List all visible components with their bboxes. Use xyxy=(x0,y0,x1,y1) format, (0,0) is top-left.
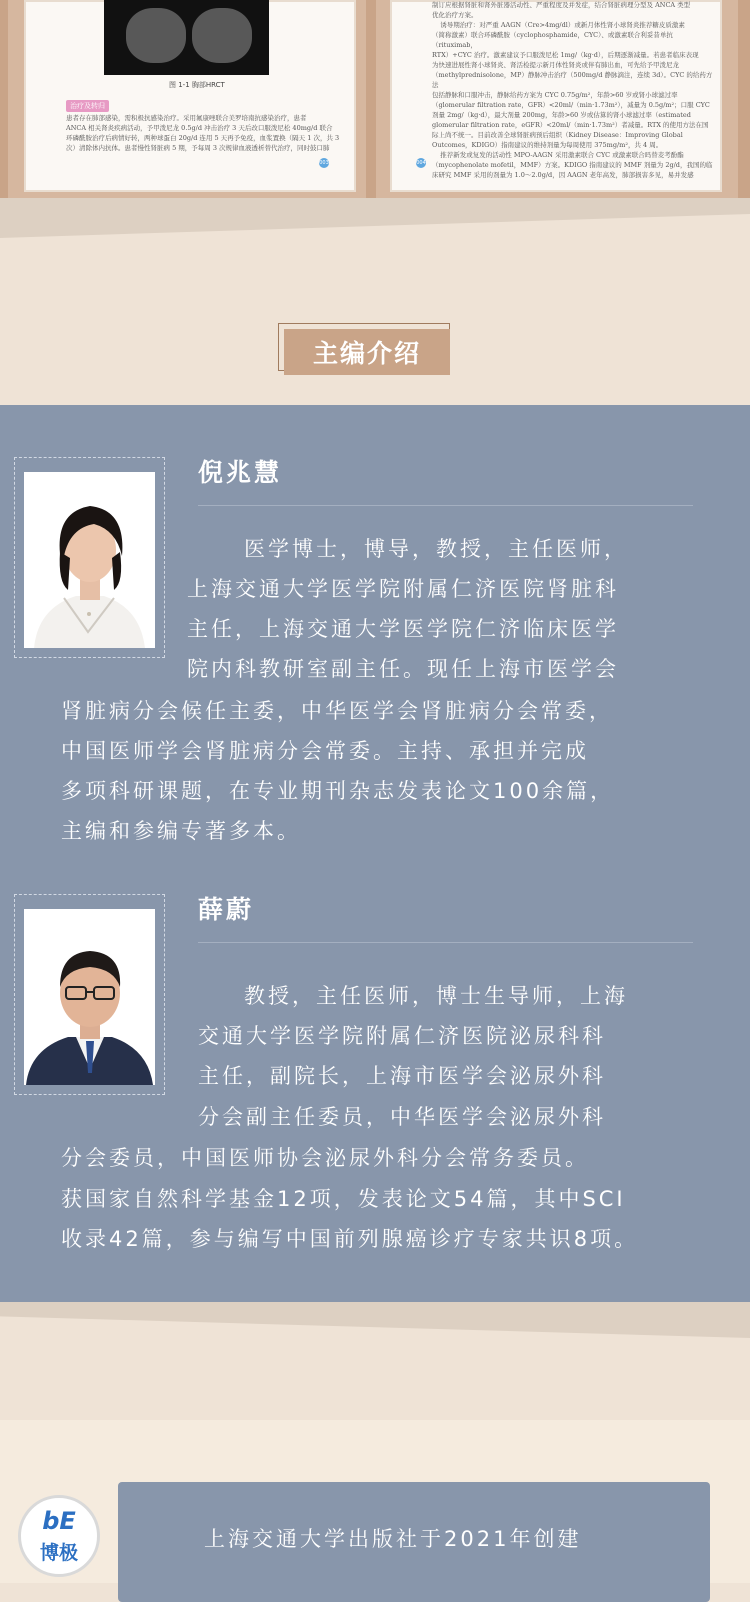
right-page-text: 制订应根据肾脏和肾外脏器活动性、严重程度及并发症，结合肾脏病理分型及 ANCA 类型 优化治疗方案。 诱导期治疗：对严重 AAGN（Cre>4mg/dl）或新月体性肾小球肾炎推荐糖皮质激素 （简称激素）联合环磷酰胺（cyclophosphamide，CYC）、或激素联合利妥昔单抗（rituximab， RTX）+CYC 治疗。激素建议予口服泼尼松 1mg/（kg·d），后期逐渐减量。若患者临床表现 为快速进展性肾小球肾炎、肾活检提示新月体性肾炎或伴有肺出血，可先给予甲泼尼龙 （methylprednisolone，MP）静脉冲击治疗（500mg/d 静脉滴注，连续 3d）。CYC 的给药方法 包括静脉和口服冲击，静脉给药方案为 CYC 0.75g/m²，年龄>60 岁或肾小球滤过率 （glomerular filtration rate，GFR）<20ml/（min·1.73m²），减量为 0.5g/m²；口服 CYC 剂量 2mg/（kg·d），最大剂量 200mg，年龄>60 岁或估算的肾小球滤过率（estimated glomerular filtration rate，eGFR）<20ml/（min·1.73m²）者减量。RTX 的使用方法在国 际上尚不统一。目前改善全球肾脏病预后组织（Kidney Disease：Improving Global Outcomes，KDIGO）指南建议的维持剂量为每周使用 375mg/m²，共 4 周。 推荐新发或复发的活动性 MPO-AAGN 采用激素联合 CYC 或激素联合吗替麦考酚酯 （mycophenolate mofetil，MMF）方案。KDIGO 指南建议的 MMF 剂量为 2g/d，我国的临 床研究 MMF 采用的剂量为 1.0～2.0g/d，因 AAGN 老年高发，肺部损害多见，易并发感 xyxy=(432,1,713,179)
editor-bio-line: 主任，副院长，上海市医学会泌尿外科 xyxy=(198,1064,606,1088)
ct-scan-image xyxy=(104,0,269,75)
editor-bio-line: 交通大学医学院附属仁济医院泌尿科科 xyxy=(198,1024,606,1048)
logo-mark-icon: bE xyxy=(42,1507,76,1535)
ct-lung-right xyxy=(192,8,252,63)
section-tag: 治疗及转归 xyxy=(66,100,109,112)
editor-bio-line: 院内科教研室副主任。现任上海市医学会 xyxy=(187,657,619,681)
publisher-intro-text: 上海交通大学出版社于2021年创建 xyxy=(204,1527,582,1551)
editor-bio-line: 主任，上海交通大学医学院仁济临床医学 xyxy=(187,617,619,641)
editor-name: 薛蔚 xyxy=(198,895,255,924)
top-divider-shadow xyxy=(0,198,750,238)
ct-lung-left xyxy=(126,8,186,63)
section-title-badge xyxy=(278,323,453,377)
editor-name: 倪兆慧 xyxy=(198,458,283,487)
editor-bio-line: 上海交通大学医学院附属仁济医院肾脏科 xyxy=(187,577,619,601)
section-title: 主编介绍 xyxy=(284,329,450,375)
figure-caption: 图 1-1 胸部HRCT xyxy=(169,81,225,89)
publisher-logo xyxy=(18,1495,100,1577)
editor-bio-line: 获国家自然科学基金12项，发表论文54篇，其中SCI xyxy=(61,1187,626,1211)
editor-photo-xue xyxy=(24,909,155,1085)
editor-divider xyxy=(198,942,693,943)
left-page-text: 患者存在肺部感染，需积极抗感染治疗。采用氟康唑联合美罗培南抗感染治疗，患者 ANCA 相关肾炎疾病活动，予甲泼尼龙 0.5g/d 冲击治疗 3 天后改口服泼尼松 40mg/d 联合 环磷酰胺治疗后病情好转，两种球蛋白 20g/d 连用 5 天再予免疫，血浆置换（隔天 1 次，共 3 次）清除体内抗体。患者慢性肾脏病 5 期，予每周 3 次规律血液透析替代治疗，同时鼓口肺 xyxy=(66,114,340,152)
editor-bio-line: 肾脏病分会候任主委，中华医学会肾脏病分会常委， xyxy=(61,699,613,723)
editor-bio-line: 主编和参编专著多本。 xyxy=(61,819,301,843)
editor-bio-line: 收录42篇，参与编写中国前列腺癌诊疗专家共识8项。 xyxy=(61,1227,639,1251)
editor-bio-line: 分会委员，中国医师协会泌尿外科分会常务委员。 xyxy=(61,1146,589,1170)
book-page-left xyxy=(24,0,356,192)
editor-bio-line: 分会副主任委员，中华医学会泌尿外科 xyxy=(198,1105,606,1129)
editor-divider xyxy=(198,505,693,506)
editor-bio-line: 中国医师学会肾脏病分会常委。主持、承担并完成 xyxy=(61,739,589,763)
logo-text: 博极 xyxy=(39,1542,78,1564)
portrait-man-icon xyxy=(24,909,155,1085)
editor-bio-line: 医学博士，博导，教授，主任医师， xyxy=(244,537,628,561)
editor-bio-line: 多项科研课题，在专业期刊杂志发表论文100余篇， xyxy=(61,779,615,803)
page-number-left: 003 xyxy=(319,160,329,166)
bottom-divider-shadow xyxy=(0,1302,750,1338)
editor-photo-ni xyxy=(24,472,155,648)
portrait-woman-icon xyxy=(24,472,155,648)
page-number-right: 004 xyxy=(416,160,426,166)
book-page-right xyxy=(390,0,722,192)
editor-bio-line: 教授，主任医师，博士生导师，上海 xyxy=(244,984,628,1008)
